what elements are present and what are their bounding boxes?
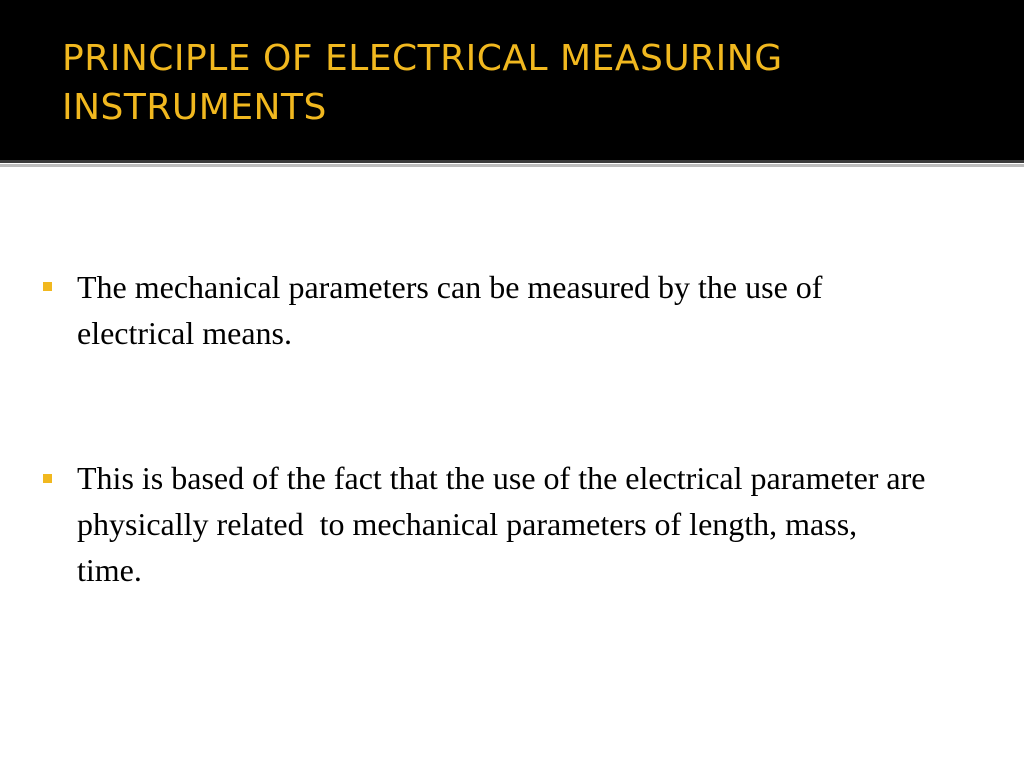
square-bullet-icon [43,474,52,483]
slide-title: PRINCIPLE OF ELECTRICAL MEASURING INSTRUMENTS [62,38,783,128]
bullet-text: This is based of the fact that the use of the electrical parameter are physically related to mechanical parameters of length, mass, time. [77,460,934,588]
bullet-text: The mechanical parameters can be measured by the use of electrical means. [77,269,831,351]
square-bullet-icon [43,282,52,291]
